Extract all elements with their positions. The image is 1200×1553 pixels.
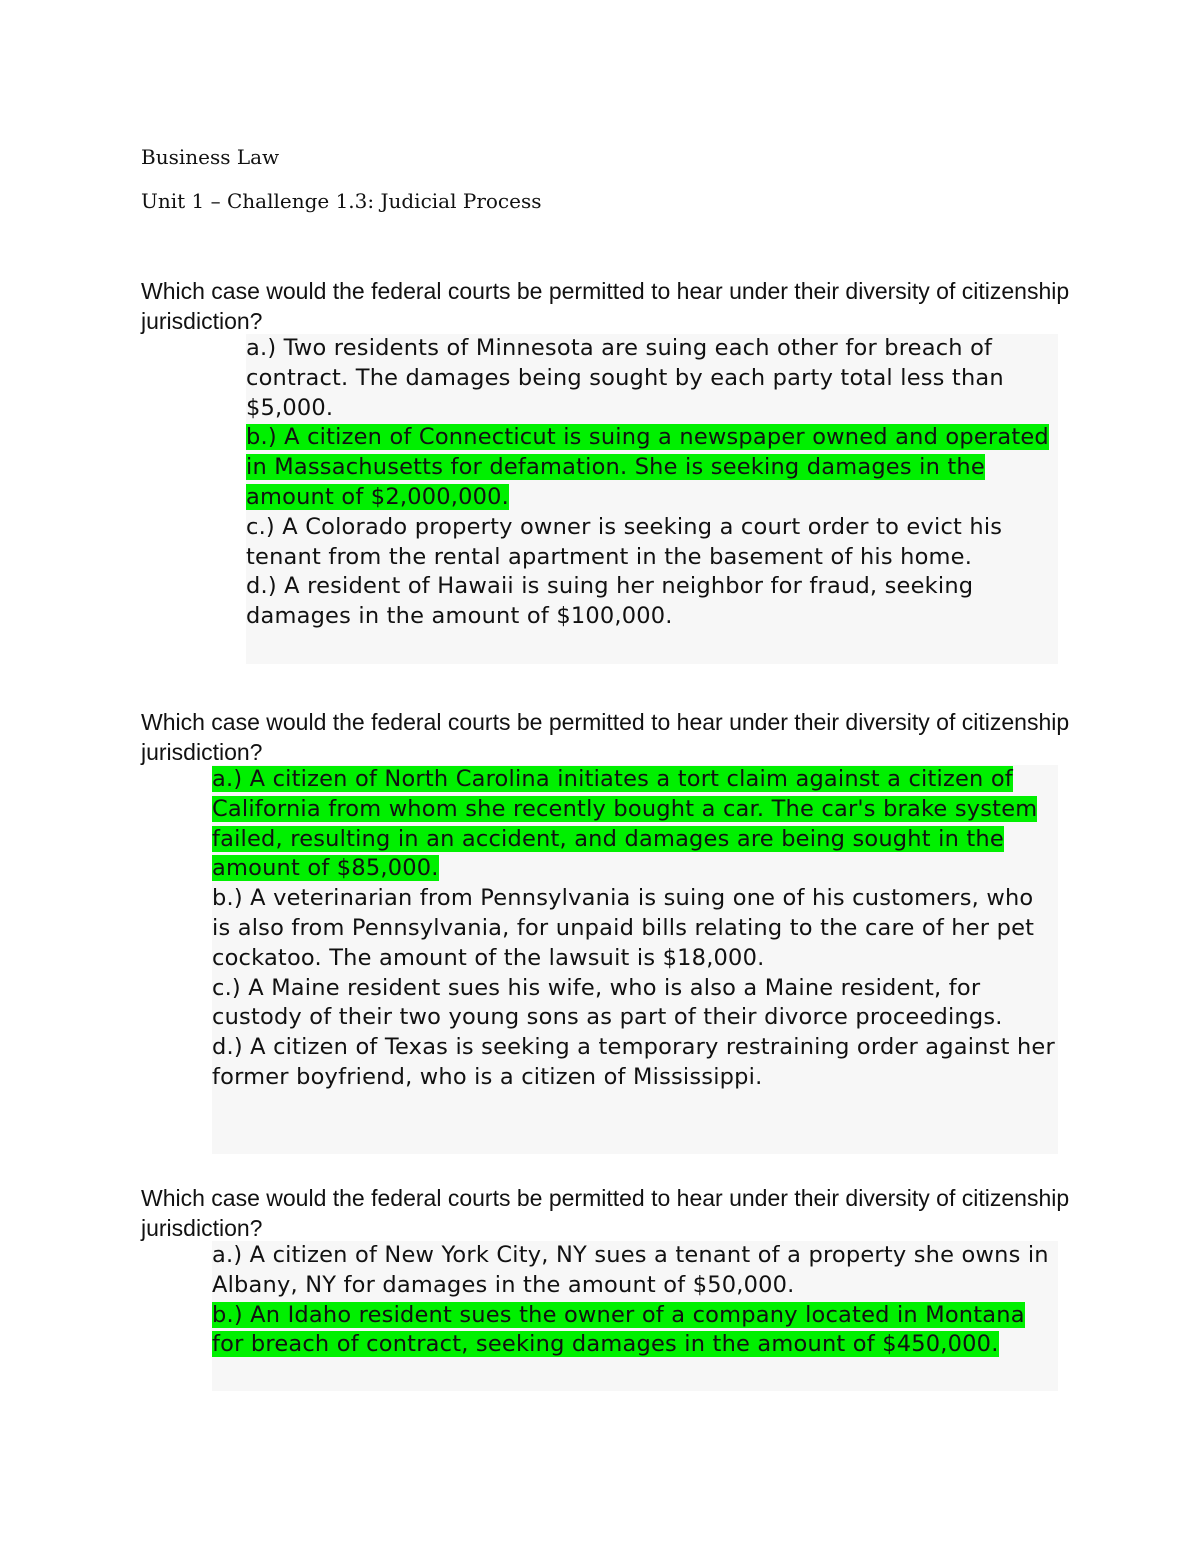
question-2-options (212, 765, 1058, 1154)
question-2-option-c (212, 974, 1058, 1034)
option-text-highlighted: a.) A citizen of North Carolina initiates a tort claim against a citizen of California from whom she recently bought a car. The car's brake system failed, resulting in an accident, and damages are being sought in the amount of $85,000. (212, 766, 1038, 882)
option-text-highlighted: b.) An Idaho resident sues the owner of a company located in Montana for breach of contract, seeking damages in the amount of $450,000. (212, 1301, 1025, 1358)
option-text: a.) A citizen of New York City, NY sues a tenant of a property she owns in Albany, NY for damages in the amount of $50,000. (212, 1242, 1049, 1298)
question-2-option-d (212, 1033, 1058, 1093)
unit-title: Unit 1 – Challenge 1.3: Judicial Process (141, 189, 542, 213)
question-3-options (212, 1241, 1058, 1391)
question-3-option-b (212, 1301, 1058, 1361)
question-1-option-d (246, 572, 1058, 632)
option-text-highlighted: b.) A citizen of Connecticut is suing a newspaper owned and operated in Massachusetts for defamation. She is seeking damages in the amount of $2,000,000. (246, 424, 1049, 510)
option-text: c.) A Colorado property owner is seeking a court order to evict his tenant from the rental apartment in the basement of his home. (246, 513, 1003, 570)
question-2-option-a (212, 765, 1058, 884)
option-text: c.) A Maine resident sues his wife, who is also a Maine resident, for custody of their two young sons as part of their divorce proceedings. (212, 974, 1003, 1031)
course-title: Business Law (141, 145, 280, 169)
question-1-option-a (246, 334, 1058, 423)
question-2-prompt: Which case would the federal courts be permitted to hear under their diversity of citizenship jurisdiction? (141, 709, 1070, 765)
question-1-options (246, 334, 1058, 664)
option-text: d.) A citizen of Texas is seeking a temporary restraining order against her former boyfriend, who is a citizen of Mississippi. (212, 1034, 1055, 1090)
option-text: d.) A resident of Hawaii is suing her neighbor for fraud, seeking damages in the amount of $100,000. (246, 573, 974, 630)
question-1-prompt: Which case would the federal courts be permitted to hear under their diversity of citizenship jurisdiction? (141, 278, 1070, 334)
option-text: b.) A veterinarian from Pennsylvania is suing one of his customers, who is also from Pennsylvania, for unpaid bills relating to the care of her pet cockatoo. The amount of the lawsuit is $18,000. (212, 885, 1035, 971)
question-2-option-b (212, 884, 1058, 973)
question-3-prompt: Which case would the federal courts be permitted to hear under their diversity of citizenship jurisdiction? (141, 1185, 1070, 1241)
option-text: a.) Two residents of Minnesota are suing each other for breach of contract. The damages being sought by each party total less than $5,000. (246, 335, 1004, 421)
question-1-option-b (246, 423, 1058, 512)
question-1-option-c (246, 513, 1058, 573)
question-3-option-a (212, 1241, 1058, 1301)
